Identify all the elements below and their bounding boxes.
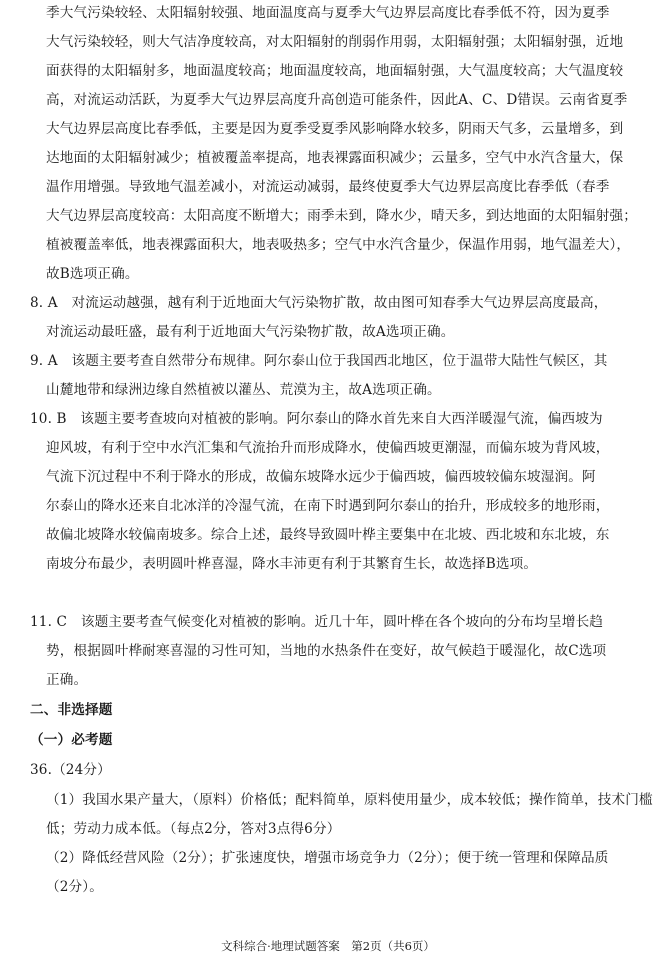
text-line: 势，根据圆叶桦耐寒喜湿的习性可知，当地的水热条件在变好，故气候趋于暖湿化，故C选项 — [46, 643, 607, 659]
text-line: 尔泰山的降水还来自北冰洋的冷湿气流，在南下时遇到阿尔泰山的抬升，形成较多的地形雨， — [46, 498, 610, 514]
text-line: 气流下沉过程中不利于降水的形成，故偏东坡降水远少于偏西坡，偏西坡较偏东坡湿润。阿 — [46, 469, 596, 485]
text-line: 8. A 对流运动越强，越有利于近地面大气污染物扩散，故由图可知春季大气边界层高度最高， — [30, 295, 608, 311]
text-line: 高，对流运动活跃，为夏季大气边界层高度升高创造可能条件，因此A、C、D错误。云南省夏季 — [46, 92, 628, 108]
text-line: （2分）。 — [46, 879, 103, 895]
section-subtitle: （一）必考题 — [30, 732, 113, 748]
text-line: 低；劳动力成本低。（每点2分，答对3点得6分） — [46, 821, 341, 837]
text-line: （1）我国水果产量大，（原料）价格低；配料简单，原料使用量少，成本较低；操作简单，技术门槛 — [46, 792, 653, 808]
text-line: 达地面的太阳辐射减少；植被覆盖率提高，地表裸露面积减少；云量多，空气中水汽含量大，保 — [46, 150, 624, 166]
text-line: 大气污染较轻，则大气洁净度较高，对太阳辐射的削弱作用弱，太阳辐射强；太阳辐射强，近地 — [46, 34, 624, 50]
page-footer: 文科综合·地理试题答案 第2页（共6页） — [221, 939, 435, 953]
text-line: 迎风坡，有利于空中水汽汇集和气流抬升而形成降水，使偏西坡更潮湿，而偏东坡为背风坡， — [46, 440, 610, 456]
text-line: 南坡分布最少，表明圆叶桦喜湿，降水丰沛更有利于其繁育生长，故选择B选项。 — [46, 556, 538, 572]
section-title: 二、非选择题 — [30, 702, 113, 718]
text-line: 山麓地带和绿洲边缘自然植被以灌丛、荒漠为主，故A选项正确。 — [46, 382, 441, 398]
text-line: 面获得的太阳辐射多，地面温度较高；地面温度较高，地面辐射强，大气温度较高；大气温度较 — [46, 63, 624, 79]
text-line: 故B选项正确。 — [46, 266, 139, 282]
text-line: （2）降低经营风险（2分）；扩张速度快，增强市场竞争力（2分）；便于统一管理和保障品质 — [46, 850, 609, 866]
text-line: 大气边界层高度较高：太阳高度不断增大；雨季未到，降水少，晴天多，到达地面的太阳辐射强； — [46, 208, 637, 224]
text-line: 9. A 该题主要考查自然带分布规律。阿尔泰山位于我国西北地区，位于温带大陆性气候区，其 — [30, 353, 608, 369]
text-line: 大气边界层高度比春季低，主要是因为夏季受夏季风影响降水较多，阴雨天气多，云量增多，到 — [46, 121, 624, 137]
question-header: 36.（24分） — [30, 762, 111, 778]
text-line: 季大气污染较轻、太阳辐射较强、地面温度高与夏季大气边界层高度比春季低不符，因为夏季 — [46, 5, 610, 21]
text-line: 正确。 — [46, 672, 88, 688]
text-line: 对流运动最旺盛，最有利于近地面大气污染物扩散，故A选项正确。 — [46, 324, 455, 340]
text-line: 10. B 该题主要考查坡向对植被的影响。阿尔泰山的降水首先来自大西洋暖湿气流，偏西坡为 — [30, 411, 603, 427]
text-line: 11. C 该题主要考查气候变化对植被的影响。近几十年，圆叶桦在各个坡向的分布均呈增长趋 — [30, 614, 604, 630]
text-line: 温作用增强。导致地气温差减小，对流运动减弱，最终使夏季大气边界层高度比春季低（春季 — [46, 179, 610, 195]
text-line: 植被覆盖率低，地表裸露面积大，地表吸热多；空气中水汽含量少，保温作用弱，地气温差大）， — [46, 237, 631, 253]
text-line: 故偏北坡降水较偏南坡多。综合上述，最终导致圆叶桦主要集中在北坡、西北坡和东北坡，东 — [46, 527, 610, 543]
